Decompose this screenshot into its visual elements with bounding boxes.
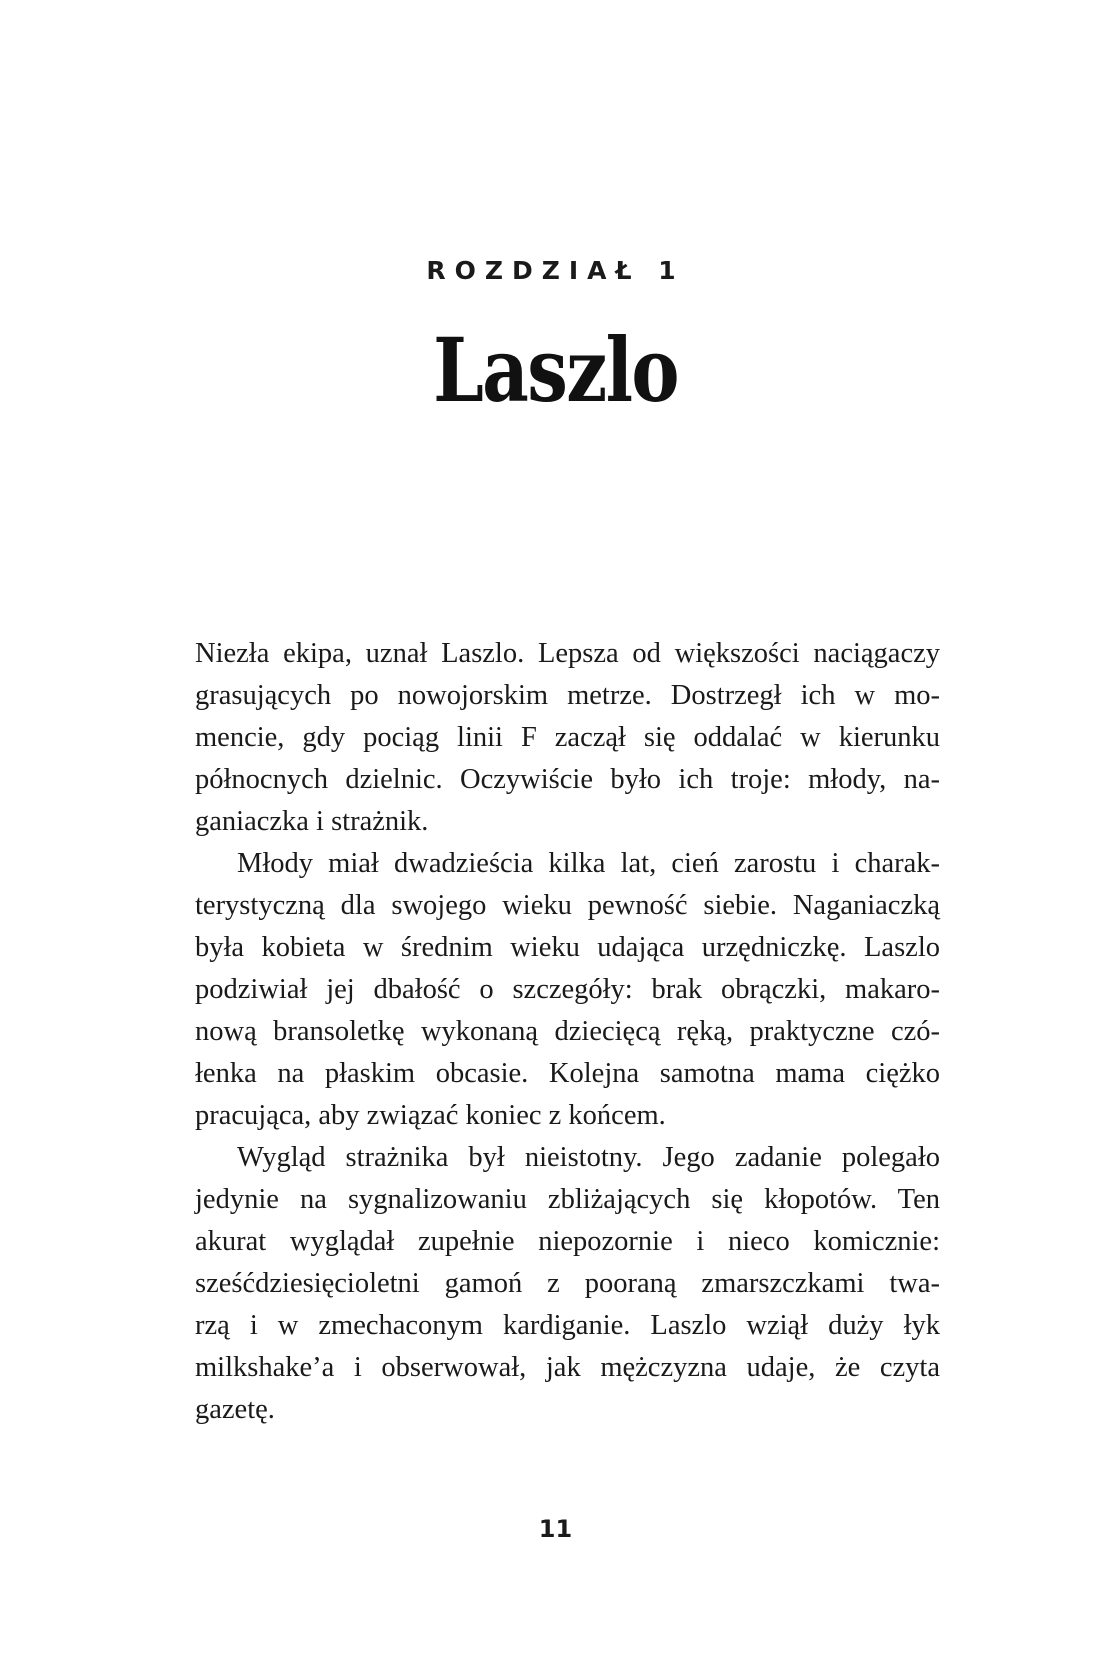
chapter-label: ROZDZIAŁ 1 [426, 256, 685, 285]
paragraph [195, 843, 940, 1137]
text-line: jedynie na sygnalizowaniu zbliżających się kłopotów. Ten [195, 1184, 940, 1215]
page-number: 11 [538, 1515, 573, 1543]
text-line: Wygląd strażnika był nieistotny. Jego zadanie polegało [237, 1142, 940, 1173]
text-line: Młody miał dwadzieścia kilka lat, cień zarostu i charak- [237, 848, 940, 879]
chapter-title: Laszlo [433, 318, 678, 422]
text-line: mencie, gdy pociąg linii F zaczął się oddalać w kierunku [195, 722, 940, 753]
chapter-body [195, 633, 940, 1431]
text-line: nową bransoletkę wykonaną dziecięcą ręką, praktyczne czó- [195, 1016, 940, 1047]
text-line: sześćdziesięcioletni gamoń z pooraną zmarszczkami twa- [195, 1268, 940, 1299]
text-line: rzą i w zmechaconym kardiganie. Laszlo wziął duży łyk [195, 1310, 940, 1341]
text-line: łenka na płaskim obcasie. Kolejna samotna mama ciężko [195, 1058, 940, 1089]
text-line: była kobieta w średnim wieku udająca urzędniczkę. Laszlo [195, 932, 940, 963]
text-line: grasujących po nowojorskim metrze. Dostrzegł ich w mo- [195, 680, 940, 711]
text-line: terystyczną dla swojego wieku pewność siebie. Naganiaczką [195, 890, 940, 921]
text-line: północnych dzielnic. Oczywiście było ich troje: młody, na- [195, 764, 940, 795]
paragraph [195, 633, 940, 843]
text-line: Niezła ekipa, uznał Laszlo. Lepsza od większości naciągaczy [195, 638, 940, 669]
text-line: pracująca, aby związać koniec z końcem. [195, 1100, 666, 1131]
text-line: ganiaczka i strażnik. [195, 806, 429, 837]
text-line: gazetę. [195, 1394, 275, 1425]
text-line: podziwiał jej dbałość o szczegóły: brak obrączki, makaro- [195, 974, 940, 1005]
text-line: akurat wyglądał zupełnie niepozornie i nieco komicznie: [195, 1226, 940, 1257]
text-line: milkshake’a i obserwował, jak mężczyzna udaje, że czyta [195, 1352, 940, 1383]
paragraph [195, 1137, 940, 1431]
